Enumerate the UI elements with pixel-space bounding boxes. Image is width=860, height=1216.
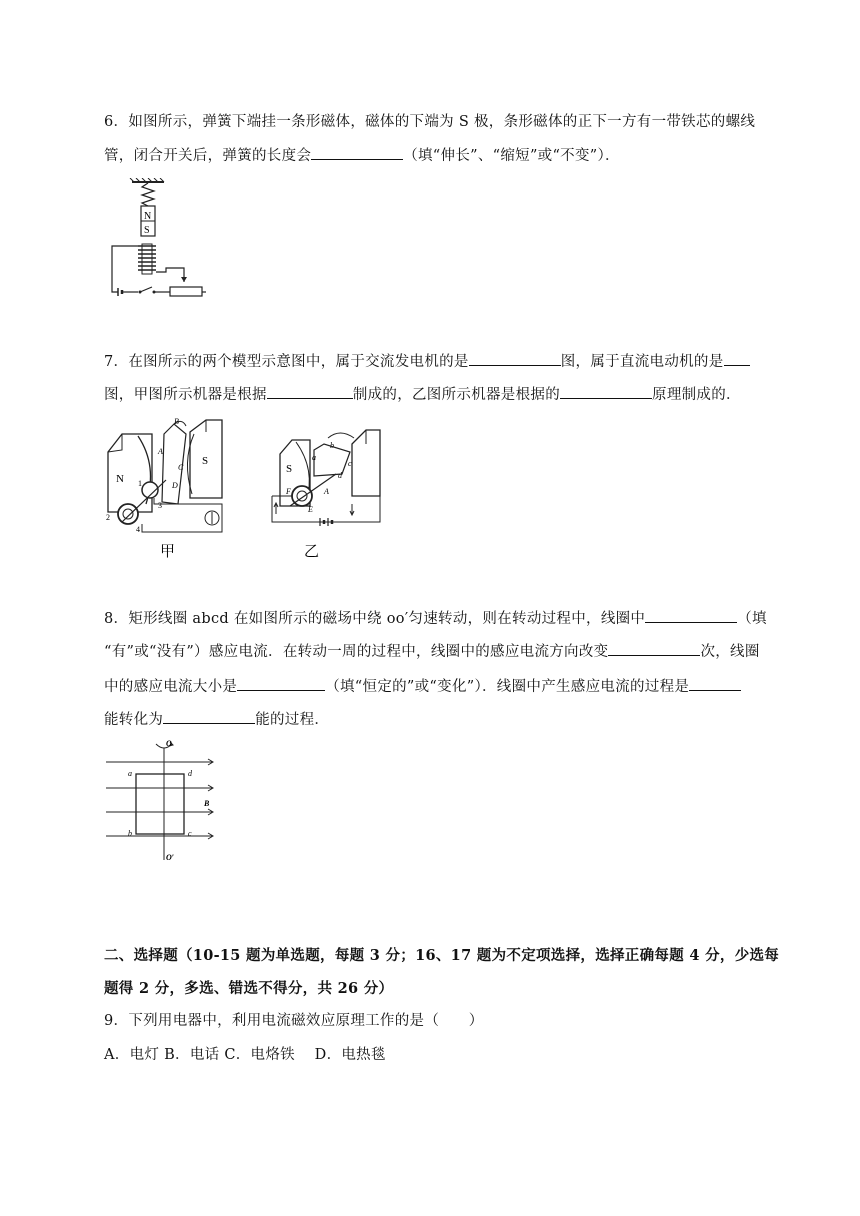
q8-text-a: 8．矩形线圈 abcd 在如图所示的磁场中绕 oo′匀速转动，则在转动过程中，线圈中: [104, 611, 646, 627]
q8-text-e: 中的感应电流大小是: [104, 679, 238, 695]
svg-text:F: F: [286, 487, 291, 496]
q7-blank-1[interactable]: [469, 351, 561, 366]
q7-blank-2[interactable]: [724, 351, 750, 366]
jia-d-label: D: [172, 481, 178, 490]
coil-c-label: c: [188, 829, 192, 838]
q7-line-1: [104, 351, 750, 372]
jia-3-label: 3: [158, 501, 162, 510]
q8-text-f: （填“恒定的”或“变化”）．线圈中产生感应电流的过程是: [325, 679, 690, 695]
q8-blank-4[interactable]: [689, 676, 741, 691]
q8-text-g: 能转化为: [104, 712, 164, 728]
section-2-heading-line-1: 二、选择题（10-15 题为单选题，每题 3 分；16、17 题为不定项选择，选择正确每题 4 分，少选每: [104, 947, 780, 964]
q8-blank-1[interactable]: [645, 608, 737, 623]
q7-text-d: 制成的，乙图所示机器是根据的: [352, 387, 561, 403]
q6-text-b: （填“伸长”、“缩短”或“不变”）．: [403, 148, 620, 164]
q8-blank-3[interactable]: [237, 676, 325, 691]
q8-line-1: [104, 608, 767, 629]
yi-a-label: A: [324, 487, 329, 496]
q8-text-c: “有”或“没有”）感应电流．在转动一周的过程中，线圈中的感应电流方向改变: [104, 644, 609, 660]
jia-a-label: A: [158, 447, 163, 456]
magnet-s-label: S: [144, 225, 150, 236]
jia-n-label: N: [116, 473, 124, 485]
field-b-label: B: [204, 799, 210, 808]
section-2-heading-line-2: 题得 2 分，多选、错选不得分，共 26 分）: [104, 980, 394, 997]
q8-line-3: [104, 676, 741, 697]
svg-text:a: a: [312, 453, 316, 462]
q7-text-e: 原理制成的．: [652, 387, 741, 403]
q8-text-d: 次，线圈: [700, 644, 760, 660]
q6-figure-spring-solenoid: [104, 178, 214, 300]
jia-c-label: C: [178, 463, 184, 472]
coil-a-label: a: [128, 769, 132, 778]
q8-figure-coil-field: [104, 738, 220, 864]
q8-text-h: 能的过程．: [255, 712, 330, 728]
jia-4-label: 4: [136, 525, 140, 534]
jia-s-label: S: [202, 455, 209, 467]
q7-text-a: 7．在图所示的两个模型示意图中，属于交流发电机的是: [104, 354, 469, 370]
axis-o-prime-label: O′: [166, 853, 175, 862]
axis-o-label: O: [166, 739, 172, 748]
coil-b-label: b: [128, 829, 132, 838]
jia-b-label: B: [174, 417, 179, 426]
q7-figure-motor-yi: [268, 414, 384, 562]
q6-line-2: [104, 145, 620, 166]
q8-line-4: [104, 709, 329, 730]
q6-text-a: 管，闭合开关后，弹簧的长度会: [104, 148, 312, 164]
q8-text-b: （填: [737, 611, 767, 627]
yi-s-label: S: [286, 463, 293, 475]
yi-caption: 乙: [304, 542, 320, 560]
magnet-n-label: N: [144, 211, 152, 222]
q7-blank-3[interactable]: [267, 384, 353, 399]
q9-stem: 9．下列用电器中，利用电流磁效应原理工作的是（ ）: [104, 1013, 484, 1029]
q8-blank-2[interactable]: [608, 641, 700, 656]
q7-line-2: [104, 384, 741, 405]
q6-answer-blank[interactable]: [311, 145, 403, 160]
coil-d-label: d: [188, 769, 192, 778]
q7-text-b: 图，属于直流电动机的是: [560, 354, 724, 370]
q7-text-c: 图，甲图所示机器是根据: [104, 387, 267, 403]
jia-1-label: 1: [138, 479, 142, 488]
yi-e-label: E: [308, 505, 313, 514]
svg-text:d: d: [338, 471, 342, 480]
q9-options[interactable]: A．电灯 B．电话 C．电烙铁 D．电热毯: [104, 1047, 386, 1063]
svg-text:c: c: [348, 459, 352, 468]
svg-text:b: b: [330, 441, 334, 450]
q8-blank-5[interactable]: [163, 709, 255, 724]
jia-2-label: 2: [106, 513, 110, 522]
q6-line-1: 6．如图所示，弹簧下端挂一条形磁体，磁体的下端为 S 极，条形磁体的正下一方有一带铁芯的螺线: [104, 114, 756, 130]
jia-caption: 甲: [160, 542, 176, 560]
q7-figure-generator-jia: [102, 414, 226, 562]
q7-blank-4[interactable]: [560, 384, 652, 399]
q8-line-2: [104, 641, 760, 662]
